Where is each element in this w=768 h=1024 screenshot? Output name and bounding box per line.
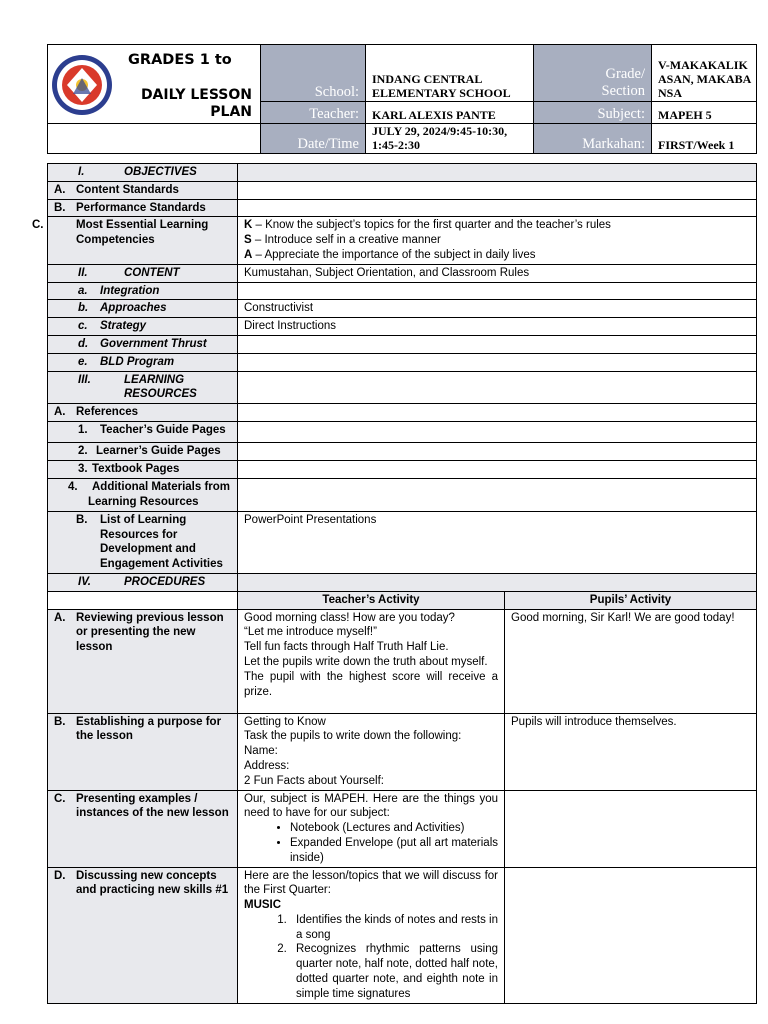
content-standards-label: A. Content Standards: [48, 181, 238, 199]
strategy-value: Direct Instructions: [238, 318, 757, 336]
integration-value: [238, 282, 757, 300]
objectives-heading-row: [48, 164, 757, 182]
content-heading: II. CONTENT: [48, 264, 238, 282]
school-value: INDANG CENTRAL ELEMENTARY SCHOOL: [366, 45, 534, 102]
discussing-teacher: Here are the lesson/topics that we will discuss for the First Quarter: MUSIC 1. Identifies the kinds of notes and rests in a song 2. Recognizes rhythmic patterns using quarter note, half note, dotted half note, dotted quarter note, and eighth note in simple time signatures: [238, 867, 505, 1003]
melc-value: K – Know the subject’s topics for the first quarter and the teacher’s rules S – Introduce self in a creative manner A – Appreciate the importance of the subject in daily lives: [238, 217, 757, 264]
pupils-activity-header: Pupils’ Activity: [505, 591, 757, 609]
learning-resources-heading: III. LEARNING RESOURCES: [48, 371, 238, 404]
music-topics-list: [244, 913, 498, 1002]
performance-standards-label: B. Performance Standards: [48, 199, 238, 217]
grade-label: Grade/ Section: [534, 45, 652, 102]
list-item: • Notebook (Lectures and Activities): [290, 821, 498, 836]
reviewing-pupils: Good morning, Sir Karl! We are good today!: [505, 609, 757, 713]
teachers-guide-label: 1. Teacher’s Guide Pages: [48, 421, 238, 442]
purpose-teacher: Getting to Know Task the pupils to write down the following: Name: Address: 2 Fun Facts about Yourself:: [238, 713, 505, 790]
list-item: • Expanded Envelope (put all art materials inside): [290, 836, 498, 866]
deped-seal-icon: [51, 54, 113, 116]
discussing-label: D. Discussing new concepts and practicing new skills #1: [48, 867, 238, 1003]
approaches-label: b. Approaches: [48, 300, 238, 318]
performance-standards-value: [238, 199, 757, 217]
discussing-pupils: [505, 867, 757, 1003]
objectives-heading: I. OBJECTIVES: [48, 164, 238, 182]
presenting-label: C. Presenting examples / instances of the new lesson: [48, 790, 238, 867]
teacher-label: Teacher:: [261, 102, 366, 124]
subject-value: MAPEH 5: [652, 102, 757, 124]
content-standards-value: [238, 181, 757, 199]
government-thrust-label: d. Government Thrust: [48, 335, 238, 353]
content-value: Kumustahan, Subject Orientation, and Classroom Rules: [238, 264, 757, 282]
teacher-activity-header: Teacher’s Activity: [238, 591, 505, 609]
approaches-value: Constructivist: [238, 300, 757, 318]
purpose-pupils: Pupils will introduce themselves.: [505, 713, 757, 790]
melc-label: C. Most Essential Learning Competencies: [48, 217, 238, 264]
reviewing-teacher: Good morning class! How are you today? “Let me introduce myself!” Tell fun facts through Half Truth Half Lie. Let the pupils write down the truth about myself. The pupil with the highest score will receive a prize.: [238, 609, 505, 713]
list-item: 1. Identifies the kinds of notes and rests in a song: [290, 913, 498, 943]
integration-label: a. Integration: [48, 282, 238, 300]
materials-list: [244, 821, 498, 865]
purpose-label: B. Establishing a purpose for the lesson: [48, 713, 238, 790]
presenting-pupils: [505, 790, 757, 867]
additional-materials-label: 4. Additional Materials from Learning Resources: [48, 478, 238, 511]
bld-program-value: [238, 353, 757, 371]
school-label: School:: [261, 45, 366, 102]
title-blank: [48, 124, 261, 154]
title-line-2-3: [141, 87, 252, 121]
markahan-value: FIRST/Week 1: [652, 124, 757, 154]
date-label: Date/Time: [261, 124, 366, 154]
title-line-1: GRADES 1 to: [128, 52, 232, 68]
textbook-pages-label: 3. Textbook Pages: [48, 460, 238, 478]
government-thrust-value: [238, 335, 757, 353]
strategy-label: c. Strategy: [48, 318, 238, 336]
teacher-value: KARL ALEXIS PANTE: [366, 102, 534, 124]
list-of-resources-value: PowerPoint Presentations: [238, 511, 757, 573]
learners-guide-label: 2. Learner’s Guide Pages: [48, 442, 238, 460]
title-cell: [48, 45, 261, 124]
title-line-3: PLAN: [210, 104, 252, 120]
bld-program-label: e. BLD Program: [48, 353, 238, 371]
title-line-2: DAILY LESSON: [140, 87, 252, 103]
date-value: JULY 29, 2024/9:45-10:30, 1:45-2:30: [366, 124, 534, 154]
references-label: A. References: [48, 404, 238, 422]
list-item: 2. Recognizes rhythmic patterns using quarter note, half note, dotted half note, dotted quarter note, and eighth note in simple time signatures: [290, 942, 498, 1001]
header-table: [47, 44, 757, 154]
procedures-heading: IV. PROCEDURES: [48, 573, 238, 591]
lesson-plan-table: [32, 163, 757, 1004]
reviewing-label: A. Reviewing previous lesson or presenting the new lesson: [48, 609, 238, 713]
subject-label: Subject:: [534, 102, 652, 124]
presenting-teacher: Our, subject is MAPEH. Here are the things you need to have for our subject: • Notebook (Lectures and Activities) • Expanded Envelope (put all art materials inside): [238, 790, 505, 867]
grade-value: V-MAKAKALIKASAN, MAKABANSA: [652, 45, 757, 102]
markahan-label: Markahan:: [534, 124, 652, 154]
list-of-resources-label: B. List of Learning Resources for Development and Engagement Activities: [48, 511, 238, 573]
